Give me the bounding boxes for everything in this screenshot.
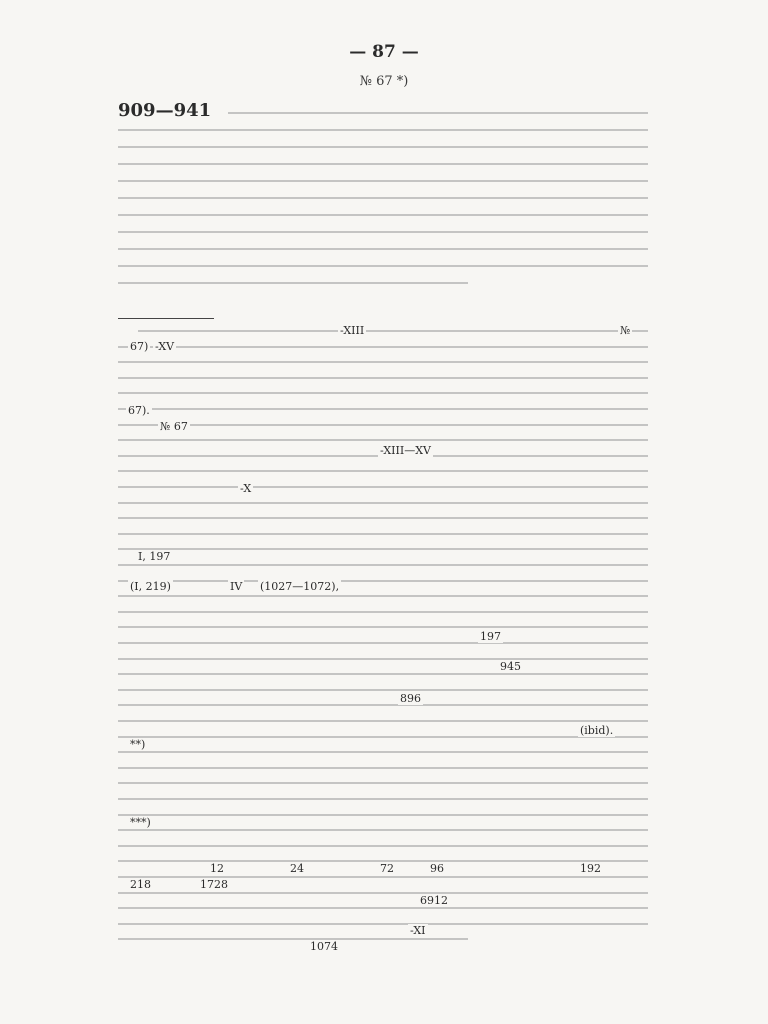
text-line: [118, 439, 648, 441]
legible-fragment: (ibid).: [580, 724, 614, 737]
text-line: [118, 424, 648, 426]
text-line: [118, 163, 648, 165]
legible-fragment: 1728: [200, 878, 228, 891]
text-line: [118, 265, 648, 267]
text-line: [118, 377, 648, 379]
legible-fragment: 12: [210, 862, 224, 875]
text-line: [118, 907, 648, 909]
legible-fragment: ***): [130, 816, 151, 829]
legible-fragment: 67).: [128, 404, 150, 417]
text-line: [118, 704, 648, 706]
text-line: [118, 564, 648, 566]
footnote-rule: [118, 318, 214, 319]
text-line: [118, 533, 648, 535]
text-line: [118, 180, 648, 182]
text-line: [118, 214, 648, 216]
text-line: [118, 923, 648, 925]
text-line: [118, 814, 648, 816]
legible-fragment: -X: [240, 482, 252, 495]
legible-fragment: (I, 219): [130, 580, 171, 593]
text-line: [118, 517, 648, 519]
legible-fragment: 72: [380, 862, 394, 875]
legible-fragment: 1074: [310, 940, 338, 953]
legible-fragment: **): [130, 738, 146, 751]
text-line: [118, 595, 648, 597]
text-line: [118, 502, 648, 504]
legible-fragment: 197: [480, 630, 501, 643]
text-line: [118, 626, 648, 628]
legible-fragment: -XI: [410, 924, 426, 937]
text-line: [118, 486, 648, 488]
text-line: [118, 938, 468, 940]
text-line: [118, 197, 648, 199]
text-line: [118, 642, 648, 644]
text-line: [118, 845, 648, 847]
text-line: [118, 408, 648, 410]
text-line: [118, 470, 648, 472]
legible-fragment: 218: [130, 878, 151, 891]
date-range: 909—941: [118, 100, 212, 121]
legible-fragment: 67): [130, 340, 149, 353]
legible-fragment: I, 197: [138, 550, 171, 563]
legible-fragment: №: [620, 324, 631, 337]
text-line: [228, 112, 648, 114]
text-line: [118, 346, 648, 348]
text-line: [118, 611, 648, 613]
text-line: [118, 892, 648, 894]
legible-fragment: 6912: [420, 894, 448, 907]
text-line: [118, 361, 648, 363]
text-line: [118, 782, 648, 784]
text-line: [118, 129, 648, 131]
text-line: [118, 658, 648, 660]
text-line: [118, 231, 648, 233]
text-line: [118, 736, 648, 738]
text-line: [118, 720, 648, 722]
legible-fragment: -XIII—XV: [380, 444, 431, 457]
text-line: [118, 673, 648, 675]
text-line: [118, 689, 648, 691]
legible-fragment: 192: [580, 862, 601, 875]
page-number: — 87 —: [349, 42, 419, 62]
text-line: [118, 829, 648, 831]
text-line: [118, 751, 648, 753]
legible-fragment: 896: [400, 692, 421, 705]
text-line: [118, 248, 648, 250]
legible-fragment: -XIII: [340, 324, 365, 337]
text-line: [118, 767, 648, 769]
legible-fragment: 24: [290, 862, 304, 875]
legible-fragment: (1027—1072),: [260, 580, 340, 593]
text-line: [118, 282, 468, 284]
footnotes-block: [118, 322, 648, 962]
text-line: [118, 146, 648, 148]
legible-fragment: 96: [430, 862, 444, 875]
text-line: [118, 392, 648, 394]
text-line: [118, 548, 648, 550]
legible-fragment: IV: [230, 580, 243, 593]
text-line: [118, 798, 648, 800]
legible-fragment: № 67: [160, 420, 188, 433]
main-text-block: [118, 106, 648, 302]
legible-fragment: -XV: [155, 340, 175, 353]
text-line: [138, 330, 648, 332]
source-reference: № 67 *): [359, 74, 409, 89]
text-line: [118, 580, 648, 582]
legible-fragment: 945: [500, 660, 521, 673]
